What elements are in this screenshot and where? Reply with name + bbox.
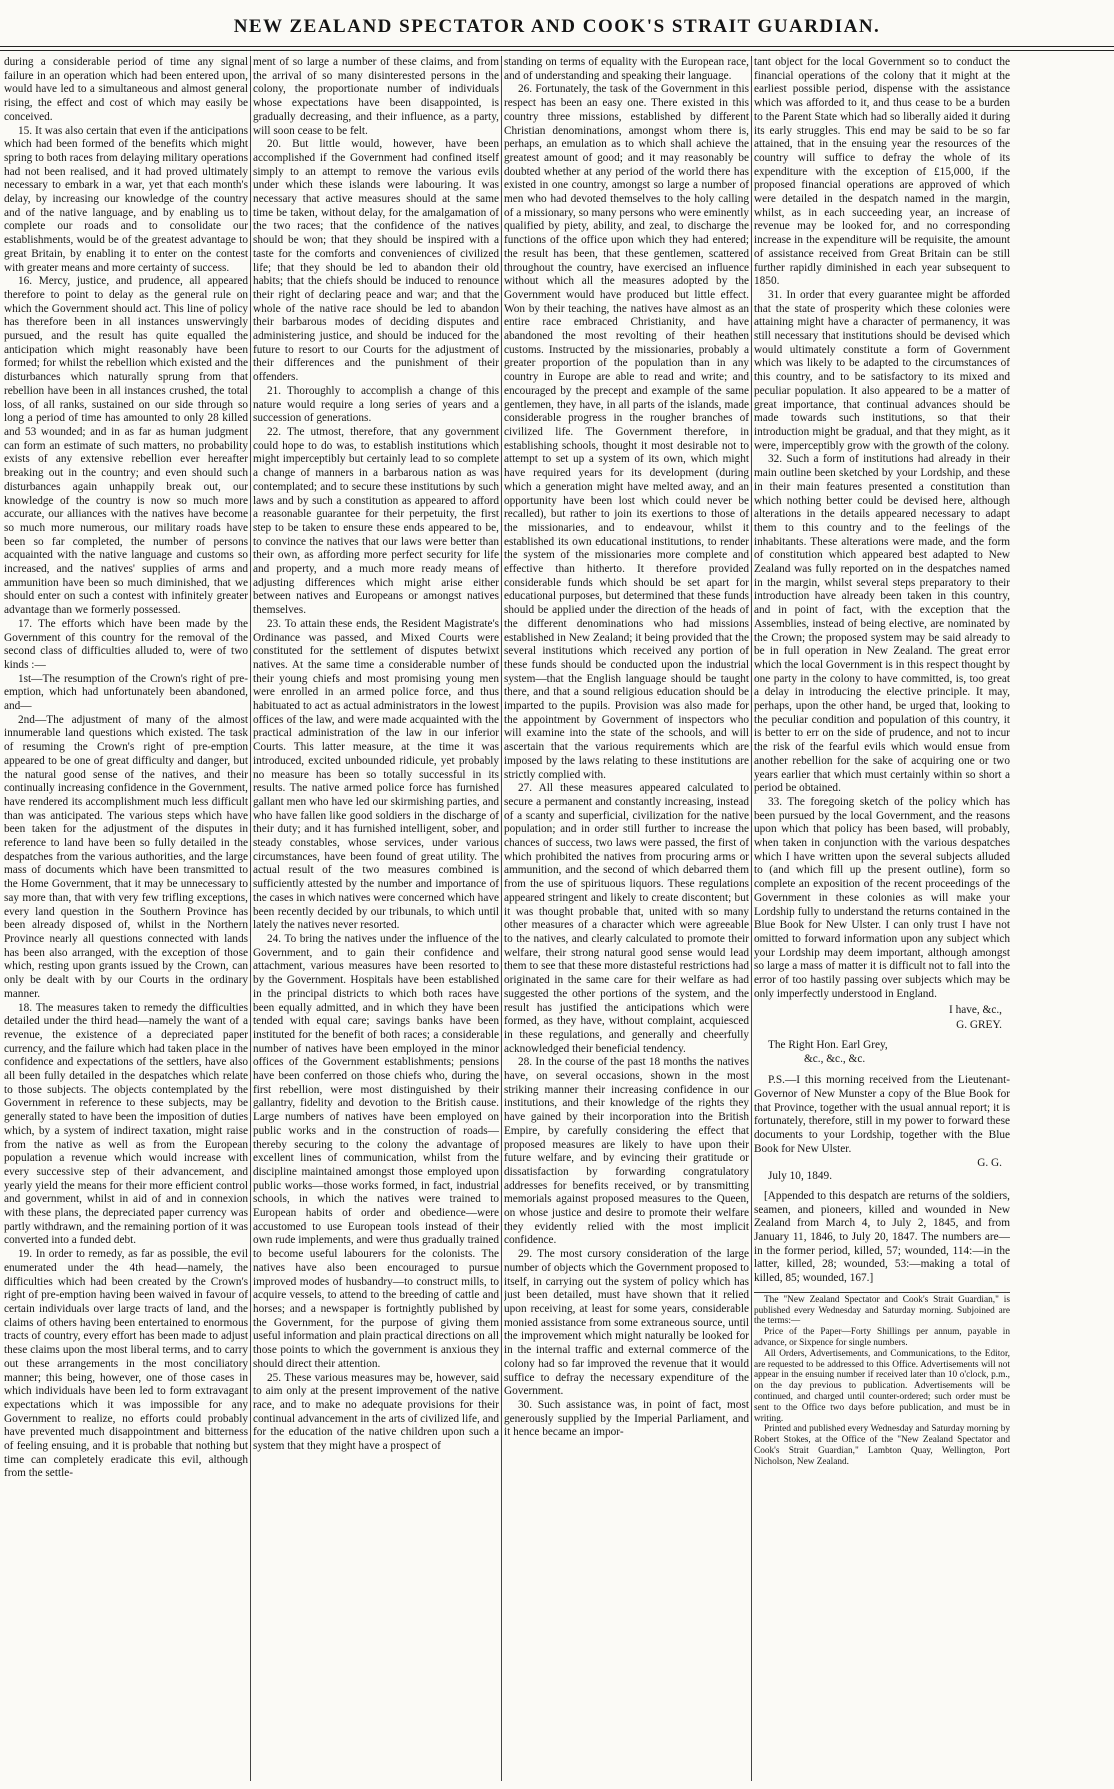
imprint-line: Printed and published every Wednesday and Saturday morning by Robert Stokes, at the Office of the "New Zealand Spectator and Cook's Strait Guardian," Lambton Quay, Wellington, Port Nicholson, New Zealand. [754,1424,1010,1467]
addressee: The Right Hon. Earl Grey, [768,1038,888,1051]
paragraph: 28. In the course of the past 18 months the natives have, on several occasions, shown in the most striking manner their increasing confidence in our institutions, and their knowledge of the rights they have gained by their incorporation into the British Empire, by carefully considering the effect that proposed measures are likely to have upon their future welfare, and by evincing their gratitude or dissatisfaction by forwarding congratulatory addresses for benefits received, or by transmitting memorials against proposed measures to the Queen, on whose justice and desire to promote their welfare they evidently relied with the most implicit confidence. [504,1056,749,1247]
signature: G. GREY. [956,1019,1002,1032]
paragraph: 23. To attain these ends, the Resident Magistrate's Ordinance was passed, and Mixed Courts were constituted for the settlement of disputes betwixt natives. At the same time a considerable number of their young chiefs and most promising young men were enrolled in an armed police force, and thus habituated to act as actual administrators in the lowest offices of the law, and were made acquainted with the practical administration of the law in our inferior Courts. This latter measure, at the time it was introduced, excited unbounded ridicule, yet probably no measure has been so totally successful in its results. The native armed police force has furnished gallant men who have led our skirmishing parties, and who have fallen like good soldiers in the discharge of their duty; and it has furnished intelligent, sober, and steady constables, whose services, under various circumstances, have been found of great utility. The actual result of the two measures combined is sufficiently attested by the number and importance of the cases in which natives were concerned which have been recently decided by our tribunals, to which until lately the natives never resorted. [253,617,499,932]
postscript [754,1074,1010,1156]
paragraph: 29. The most cursory consideration of the large number of objects which the Government proposed to itself, in carrying out the system of policy which has just been detailed, must have shown that it relied upon receiving, at least for some years, considerable monied assistance from some extraneous source, until the improvement which might naturally be looked for in the internal traffic and external commerce of the colony had so far improved the revenue that it would suffice to defray the necessary expenditure of the Government. [504,1248,749,1398]
paragraph: 31. In order that every guarantee might be afforded that the state of prosperity which these colonies were attaining might have a character of permanency, it was still necessary that institutions should be devised which would ultimately constitute a form of Government which was likely to be adapted to the circumstances of this country, and to be satisfactory to its mixed and peculiar population. It also appeared to be a matter of great importance, that continual advances should be made towards such institutions, so that their introduction might be gradual, and that they might, as it were, imperceptibly grow with the growth of the colony. [754,288,1010,452]
paragraph: 26. Fortunately, the task of the Government in this respect has been an easy one. There existed in this country three missions, established by different Christian denominations, amongst whom there is, perhaps, an emulation as to which shall achieve the greatest amount of good; and it may reasonably be doubted whether at any period of the world there has existed in one country, amongst so large a number of men who had devoted themselves to the holy calling of a missionary, so many persons who were eminently qualified by piety, ability, and zeal, to discharge the functions of the office upon which they had entered; the result has been, that these gentlemen, scattered throughout the country, have exercised an influence without which all the measures adopted by the Government would have produced but little effect. Won by their teaching, the natives have almost as an entire race embraced Christianity, and have abandoned the most revolting of their heathen customs. Instructed by the missionaries, probably a greater proportion of the population than in any country in Europe are able to read and write; and encouraged by the precept and example of the same gentlemen, they have, in all parts of the islands, made considerable progress in the rougher branches of civilized life. The Government therefore, in establishing schools, thought it most desirable not to attempt to set up a system of its own, which might have required years for its development (during which a generation might have melted away, and an opportunity have been lost which could never be recalled), but rather to join its exertions to those of the missionaries, and to endeavour, whilst it established its own educational institutions, to render the system of the missionaries more complete and effective than hitherto. It therefore provided considerable funds which should be set apart for educational purposes, but determined that these funds should be applied under the direction of the heads of the different denominations who had missions established in New Zealand; it being provided that the several institutions which received any portion of these funds should be conducted upon the industrial system—that the English language should be taught there, and that a sound religious education should be imparted to the pupils. Provision was also made for the appointment by Government of inspectors who will examine into the state of the schools, and will ascertain that the various requirements which are imposed by the laws relating to these institutions are strictly complied with. [504,83,749,781]
column-3 [504,56,749,1781]
column-2 [253,56,499,1781]
masthead-title: NEW ZEALAND SPECTATOR AND COOK'S STRAIT GUARDIAN. [233,16,881,37]
paragraph: ment of so large a number of these claims, and from the arrival of so many disinterested persons in the colony, the proportionate number of individuals whose expectations have been disappointed, is gradually decreasing, and their influence, as a party, will soon cease to be felt. [253,56,499,137]
paragraph: 1st—The resumption of the Crown's right of pre-emption, which had unfortunately been abandoned, and— [4,672,248,713]
paragraph: 19. In order to remedy, as far as possible, the evil enumerated under the 4th head—namely, the difficulties which had been created by the Crown's right of pre-emption having been waived in favour of certain individuals over large tracts of land, and the claims of others having been entertained to enormous tracts of country, every effort has been made to adjust these claims upon the most liberal terms, and to carry out these arrangements in the most conciliatory manner; this being, however, one of those cases in which individuals have been led to form extravagant expectations which it was impossible for any Government to realize, no efforts could probably have prevented much disappointment and bitterness of feeling ensuing, and it is probable that nothing but time can completely eradicate this evil, although from the settle- [4,1248,248,1480]
imprint-rule [754,1292,1010,1293]
letter-date: July 10, 1849. [768,1170,833,1183]
paragraph: 32. Such a form of institutions had already in their main outline been sketched by your Lordship, and these in their main features presented a constitution than which nothing better could be devised here, although alterations in the details appeared necessary to adapt them to this country and to the feelings of the inhabitants. These alterations were made, and the form of constitution which appeared best adapted to New Zealand was fully reported on in the despatches named in the margin, whilst several steps preparatory to their introduction have already been taken in this country, and in point of fact, with the exception that the Assemblies, instead of being elective, are nominated by the Crown; the proposed system may be said already to be in full operation in New Zealand. The great error which the local Government is in this respect thought by one party in the colony to have committed, is, too great a delay in introducing the elective principle. It may, perhaps, upon the other hand, be urged that, looking to the peculiar condition and population of this country, it is better to err on the side of prudence, and not to incur the risk of the fearful evils which would ensue from another rebellion for the sake of acquiring one or two years earlier that which must certainly within so short a period be obtained. [754,453,1010,795]
imprint-line: Price of the Paper—Forty Shillings per annum, payable in advance, or Sixpence for single numbers. [754,1327,1010,1349]
paragraph: 2nd—The adjustment of many of the almost innumerable land questions which existed. The task of resuming the Crown's right of pre-emption appeared to be one of great difficulty and danger, but the natural good sense of the natives, and their continually increasing confidence in the Government, have rendered its accomplishment much less difficult than was anticipated. The various steps which have been taken for the adjustment of the disputes in reference to land have been so fully detailed in the despatches from the various authorities, and the large mass of documents which have been transmitted to the Home Government, that it may be unnecessary to say more than, that with very few trifling exceptions, every land question in the Southern Province has been already disposed of, whilst in the Northern Province nearly all questions connected with lands has been also arranged, with the exception of those which, resting upon grants issued by the Crown, can only be dealt with by our Courts in the ordinary manner. [4,713,248,1000]
postscript-initials: G. G. [977,1156,1002,1169]
appended-note: [Appended to this despatch are returns of the soldiers, seamen, and pioneers, killed and wounded in New Zealand from March 4, to July 2, 1845, and from January 11, 1846, to July 20, 1847. The numbers are—in the former period, killed, 57; wounded, 114:—in the latter, killed, 28; wounded, 53:—making a total of killed, 85; wounded, 167.] [754,1189,1010,1285]
paragraph: 21. Thoroughly to accomplish a change of this nature would require a long series of years and a succession of generations. [253,384,499,425]
paragraph: standing on terms of equality with the European race, and of understanding and speaking their language. [504,56,749,82]
paragraph: tant object for the local Government so to conduct the financial operations of the colony that it might at the earliest possible period, dispense with the assistance which was afforded to it, and thus cease to be a burden to the Parent State which had so liberally aided it during its early struggles. This end may be said to be so far attained, that in the ensuing year the resources of the country will suffice to defray the whole of its expenditure with the exception of £15,000, if the proposed financial operations are approved of which were detailed in the despatch named in the margin, whilst, as in each succeeding year, an increase of revenue may be looked for, and no corresponding increase in the expenditure will be requisite, the amount of assistance received from Great Britain can be still further rapidly diminished in each year subsequent to 1850. [754,56,1010,288]
paragraph: 22. The utmost, therefore, that any government could hope to do was, to establish institutions which might imperceptibly but certainly lead to so complete a change of manners in a barbarous nation as was contemplated; and to secure these institutions by such laws and by such a constitution as appeared to afford a reasonable guarantee for their perpetuity, the first step to be taken to ensure these ends appeared to be, to convince the natives that our laws were better than their own, as affording more perfect security for life and property, and a much more ready means of adjusting differences which might arise either between natives and Europeans or amongst natives themselves. [253,425,499,617]
paragraph: 15. It was also certain that even if the anticipations which had been formed of the benefits which might spring to both races from delaying military operations had not been realised, and it had proved ultimately necessary to embark in a war, yet that each month's delay, by increasing our knowledge of the country and of the native language, and by enabling us to complete our roads and to consolidate our establishments, would be of the greatest advantage to great Britain, by enabling it to enter on the contest with greater means and more certainty of success. [4,124,248,274]
paragraph: 24. To bring the natives under the influence of the Government, and to gain their confidence and attachment, various measures have been resorted to by the Government. Hospitals have been established in the principal districts to which both races have been equally admitted, and in which they have been tended with equal care; savings banks have been instituted for the benefit of both races; a considerable number of natives have been employed in the minor offices of the Government establishments; pensions have been conferred on those chiefs who, during the first rebellion, were most distinguished by their gallantry, fidelity and devotion to the British cause. Large numbers of natives have been employed on public works and in the construction of roads—thereby securing to the colony the advantage of excellent lines of communication, whilst from the discipline maintained amongst those employed upon public works—those works formed, in fact, industrial schools, in which the natives were trained to European habits of order and obedience—were accustomed to use European tools instead of their own rude implements, and were thus gradually trained to become useful labourers for the colonists. The natives have also been encouraged to pursue improved modes of husbandry—to construct mills, to acquire vessels, to attend to the breeding of cattle and horses; and a newspaper is fortnightly published by the Government, for the purpose of giving them useful information and plain practical directions on all those points to which the government is anxious they should direct their attention. [253,933,499,1370]
column-1 [4,56,248,1781]
paragraph: 27. All these measures appeared calculated to secure a permanent and constantly increasing, instead of a scanty and superficial, civilization for the native population; and in order still further to increase the chances of success, two laws were passed, the first of which prohibited the natives from procuring arms or ammunition, and the second of which debarred them from the use of spirituous liquors. These regulations appeared stringent and likely to create discontent; but it was thought probable that, united with so many other measures of a character which were agreeable to the natives, and clearly calculated to promote their welfare, their strong natural good sense would lead them to see that these more distasteful restrictions had originated in the same care for their welfare as had suggested the other portions of the system, and the result has justified the anticipations which were formed, as they have, without complaint, acquiesced in these regulations, and generally and cheerfully acknowledged their beneficial tendency. [504,782,749,1055]
paragraph: 25. These various measures may be, however, said to aim only at the present improvement of the native race, and to make no adequate provisions for their continual advancement in the arts of civilized life, and for the education of the native children upon such a system that they might have a prospect of [253,1371,499,1453]
closing-line: I have, &c., [948,1003,1002,1016]
imprint-line: The "New Zealand Spectator and Cook's Strait Guardian," is published every Wednesday and Saturday morning. Subjoined are the terms:— [754,1294,1010,1327]
imprint-line: All Orders, Advertisements, and Communications, to the Editor, are requested to be addressed to this Office. Advertisements will not appear in the ensuing number if received later than 10 o'clock, p.m., on the day previous to publication. Advertisements will be continued, and charged until counter-ordered; such order must be sent to the Office two days before publication, and must be in writing. [754,1348,1010,1424]
column-4 [754,56,1010,1781]
addressee-titles: &c., &c., &c. [804,1052,866,1065]
paragraph: 16. Mercy, justice, and prudence, all appeared therefore to point to delay as the general rule on which the Government should act. This line of policy has therefore been in all instances unswervingly pursued, and the result has quite equalled the anticipation which might reasonably have been formed; for whilst the rebellion which existed and the disturbances which naturally sprung from that rebellion have been in all instances crushed, the total loss, of all ranks, sustained on our side through so long a period of time has amounted to only 28 killed and 53 wounded; and in as far as human judgment can form an estimate of such matters, no probability exists of any extensive rebellion ever hereafter breaking out in the country; and even should such disturbances again unhappily break out, our knowledge of the country is now so much more accurate, our alliances with the natives have become so much more numerous, our military roads have been so far completed, the number of persons acquainted with the native language and customs so increased, and the natives' supplies of arms and ammunition have been so much diminished, that we should enter on such a contest with infinitely greater advantage than we formerly possessed. [4,275,248,617]
paragraph: 33. The foregoing sketch of the policy which has been pursued by the local Government, and the reasons upon which that policy has been based, will probably, when taken in conjunction with the various despatches which I have written upon the several subjects alluded to (and which fill up the present outline), form so complete an exposition of the recent proceedings of the Government in these colonies as will make your Lordship fully to understand the returns contained in the Blue Book for New Ulster. I can only trust I have not omitted to forward information upon any subject which your Lordship may deem important, although amongst so large a mass of matter it is difficult not to fall into the error of too hastily passing over subjects which may be only imperfectly understood in England. [754,795,1010,1000]
paragraph: 30. Such assistance was, in point of fact, most generously supplied by the Imperial Parliament, and it hence became an impor- [504,1398,749,1439]
paragraph: during a considerable period of time any signal failure in an operation which had been entered upon, would have led to a simultaneous and almost general rising, the effect and cost of which may easily be conceived. [4,56,248,123]
paragraph: 17. The efforts which have been made by the Government of this country for the removal of the second class of difficulties alluded to, were of two kinds :— [4,617,248,671]
paragraph: 20. But little would, however, have been accomplished if the Government had confined itself simply to an attempt to remove the various evils under which these islands were labouring. It was necessary that active measures should at the same time be taken, without delay, for the amalgamation of the two races; that the confidence of the natives should be won; that they should be inspired with a taste for the comforts and conveniences of civilized life; that they should be led to abandon their old habits; that the chiefs should be induced to renounce their right of declaring peace and war; and that the whole of the native race should be led to abandon their barbarous modes of deciding disputes and administering justice, and should be induced for the future to resort to our Courts for the adjustment of their differences and the punishment of their offenders. [253,138,499,384]
masthead-rule-thin [0,50,1114,51]
paragraph: 18. The measures taken to remedy the difficulties detailed under the third head—namely the want of a revenue, the existence of a depreciated paper currency, and the failure which had taken place in the confidence and expectations of the settlers, have also all been fully detailed in the despatches which relate to those subjects. The objects contemplated by the Government in reference to these subjects, may be generally stated to have been the imposition of duties which, by a system of indirect taxation, might raise from the native as well as from the European population a revenue which would increase with every successive step of their advancement, and yearly yield the means for their more efficient control and government, whilst in aid of and in connexion with these plans, the depreciated paper currency was partly withdrawn, and the remaining portion of it was converted into a funded debt. [4,1001,248,1247]
article-columns [0,56,1114,1781]
imprint [754,1295,1010,1468]
postscript-text: P.S.—I this morning received from the Lieutenant-Governor of New Munster a copy of the Blue Book for that Province, together with the usual annual report; it is fortunately, therefore, still in my power to forward these documents to your Lordship, together with the Blue Book for New Ulster. [754,1074,1010,1155]
masthead-rule [0,46,1114,47]
